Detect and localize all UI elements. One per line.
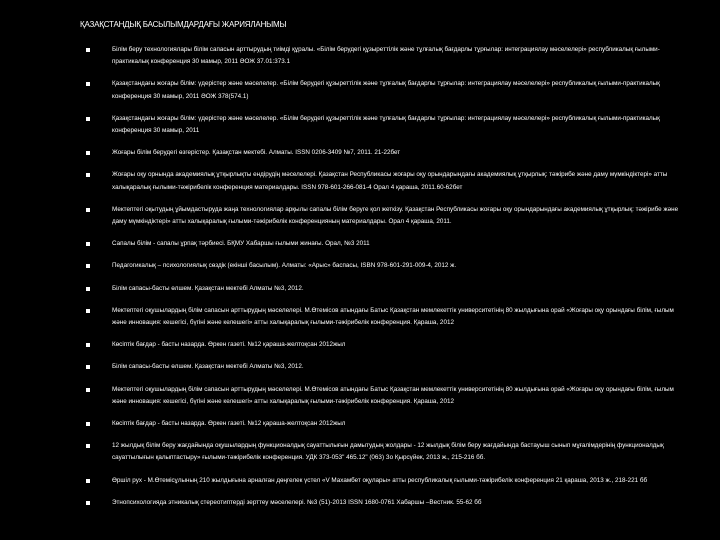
list-item — [84, 305, 680, 329]
list-item — [84, 78, 680, 102]
list-item — [84, 238, 680, 250]
bullet-icon — [86, 388, 90, 392]
list-item-text: 12 жылдық білім беру жағдайында оқушылардың функционалдық сауаттылығын дамытудың жолдары - 12 жылдық білім беру жағдайында бастауыш сынып мұғалімдерінің функционалдық сауаттылығын қалыптастыру» ғылыми-тәжірибелік конференция. УДК 373-053" 465.12" (063) Зо Қырсүйек, 2013 ж., 215-216 бб. — [112, 442, 664, 462]
bullet-icon — [86, 287, 90, 291]
list-item-text: Педагогикалық – психологиялық сөздік (екінші басылым). Алматы: «Арыс» баспасы, ISBN 978-601-291-009-4, 2012 ж. — [112, 262, 457, 270]
list-item-text: Мектептегі оқушылардың білім сапасын арттырудың мәселелері. М.Өтемісов атындағы Батыс Қазақстан мемлекеттік университетінің 80 жылдығына орай «Жоғары оқу орындағы білім, ғылым және инновация: кешегісі, бүгіні және келешегі» атты халықаралық ғылыми-тәжірибелік конференция. Қараша, 2012 — [112, 385, 674, 405]
list-item-text: Өршіл рух - М.Өтемісұлының 210 жылдығына арналған дөңгелек үстел «V Махамбет оқулары» атты республикалық ғылыми-тәжірибелік конференция 21 қараша, 2013 ж., 218-221 бб — [112, 476, 648, 484]
bullet-icon — [86, 117, 90, 121]
list-item — [84, 361, 680, 373]
bullet-icon — [86, 365, 90, 369]
list-item — [84, 204, 680, 228]
bullet-icon — [86, 422, 90, 426]
list-item — [84, 339, 680, 351]
list-item — [84, 260, 680, 272]
bullet-icon — [86, 343, 90, 347]
list-item-text: Білім сапасы-басты өлшем. Қазақстан мектебі Алматы №3, 2012. — [112, 284, 304, 292]
list-item — [84, 418, 680, 430]
list-item-text: Жоғары білім берудегі өзгерістер. Қазақстан мектебі. Алматы. ISSN 0206-3409 №7, 2011. 21-22бет — [112, 149, 401, 157]
list-item-text: Қазақстандағы жоғары білім: үдерістер және мәселелер. «Білім берудегі құзыреттілік және тұлғалық бағдарлы тұрғылар: интеграциялау мәселелері» республикалық ғылыми-практикалық конференция 30 мамыр, 2011 — [112, 114, 660, 135]
bullet-icon — [86, 309, 90, 313]
bullet-icon — [86, 173, 90, 177]
bullet-icon — [86, 208, 90, 212]
page-title: ҚАЗАҚСТАНДЫҚ БАСЫЛЫМДАРДАҒЫ ЖАРИЯЛАНЫМЫ — [80, 20, 287, 29]
list-item — [84, 44, 680, 68]
list-item — [84, 497, 680, 509]
bullet-icon — [86, 264, 90, 268]
list-item — [84, 113, 680, 137]
list-item — [84, 384, 680, 408]
list-item-text: Көсіптік бағдар - басты назарда. Өркен газеті. №12 қараша-желтоқсан 2012жыл — [112, 420, 346, 428]
bullet-icon — [86, 82, 90, 86]
list-item — [84, 440, 680, 464]
list-item-text: Білім сапасы-басты өлшем. Қазақстан мектебі Алматы №3, 2012. — [112, 363, 304, 371]
publication-list — [84, 44, 680, 509]
bullet-icon — [86, 444, 90, 448]
list-item — [84, 283, 680, 295]
list-item-text: Білім беру технологиялары білім сапасын арттырудың тиімді құралы. «Білім берудегі құзыреттілік және тұлғалық бағдарлы тұрғылар: интеграциялау мәселелері» республикалық ғылыми-практикалық конференция 30 мамыр, 2011 ӘОЖ 37.01:373.1 — [112, 46, 660, 66]
bullet-icon — [86, 501, 90, 505]
list-item — [84, 147, 680, 159]
bullet-icon — [86, 151, 90, 155]
list-item-text: Көсіптік бағдар - басты назарда. Өркен газеті. №12 қараша-желтоқсан 2012жыл — [112, 341, 346, 349]
list-item-text: Жоғары оқу орнында академиялық ұтқырлықты ендірудің мәселелері. Қазақстан Республикасы жоғары оқу орындарындағы академиялық ұтқырлық: тәжірибе және даму мүмкіндіктері» атты халықаралық ғылыми-тәжірибелік конференция материалдары. ISSN 978-601-266-081-4 Орал 4 қараша, 2011.60-62бет — [112, 171, 668, 191]
bullet-icon — [86, 242, 90, 246]
bullet-icon — [86, 48, 90, 52]
list-item-text: Мектептегі оқушылардың білім сапасын арттырудың мәселелері. М.Өтемісов атындағы Батыс Қазақстан мемлекеттік университетінің 80 жылдығына орай «Жоғары оқу орындағы білім, ғылым және инновация: кешегісі, бүгіні және келешегі» атты халықаралық ғылыми-тәжірибелік конференция. Қараша, 2012 — [112, 306, 674, 327]
list-item-text: Этнопсихологияда этникалық стереотиптерді зерттеу мәселелері. №3 (51)-2013 ISSN 1680-0761 Хабаршы –Вестник. 55-62 бб — [112, 498, 482, 506]
list-item-text: Сапалы білім - сапалы ұрпақ тәрбиесі. БҚМУ Хабаршы ғылыми жинағы. Орал, №3 2011 — [112, 240, 370, 248]
list-item — [84, 169, 680, 193]
bullet-icon — [86, 479, 90, 483]
list-item-text: Қазақстандағы жоғары білім: үдерістер және мәселелер. «Білім берудегі құзыреттілік және тұлғалық бағдарлы тұрғылар: интеграциялау мәселелері» республикалық ғылыми-практикалық конференция 30 мамыр, 2011 ӘОЖ 378(574.1) — [112, 80, 660, 100]
list-item — [84, 475, 680, 487]
list-item-text: Мектептегі оқытудың ұйымдастыруда жаңа технологиялар арқылы сапалы білім беруге қол жеткізу. Қазақстан Республикасы жоғары оқу орындарындағы академиялық ұтқырлық: тәжірибе және даму мүмкіндіктері» атты халықаралық ғылыми-тәжірибелік конференцияның материалдары. Орал 4 қараша, 2011. — [112, 205, 679, 226]
